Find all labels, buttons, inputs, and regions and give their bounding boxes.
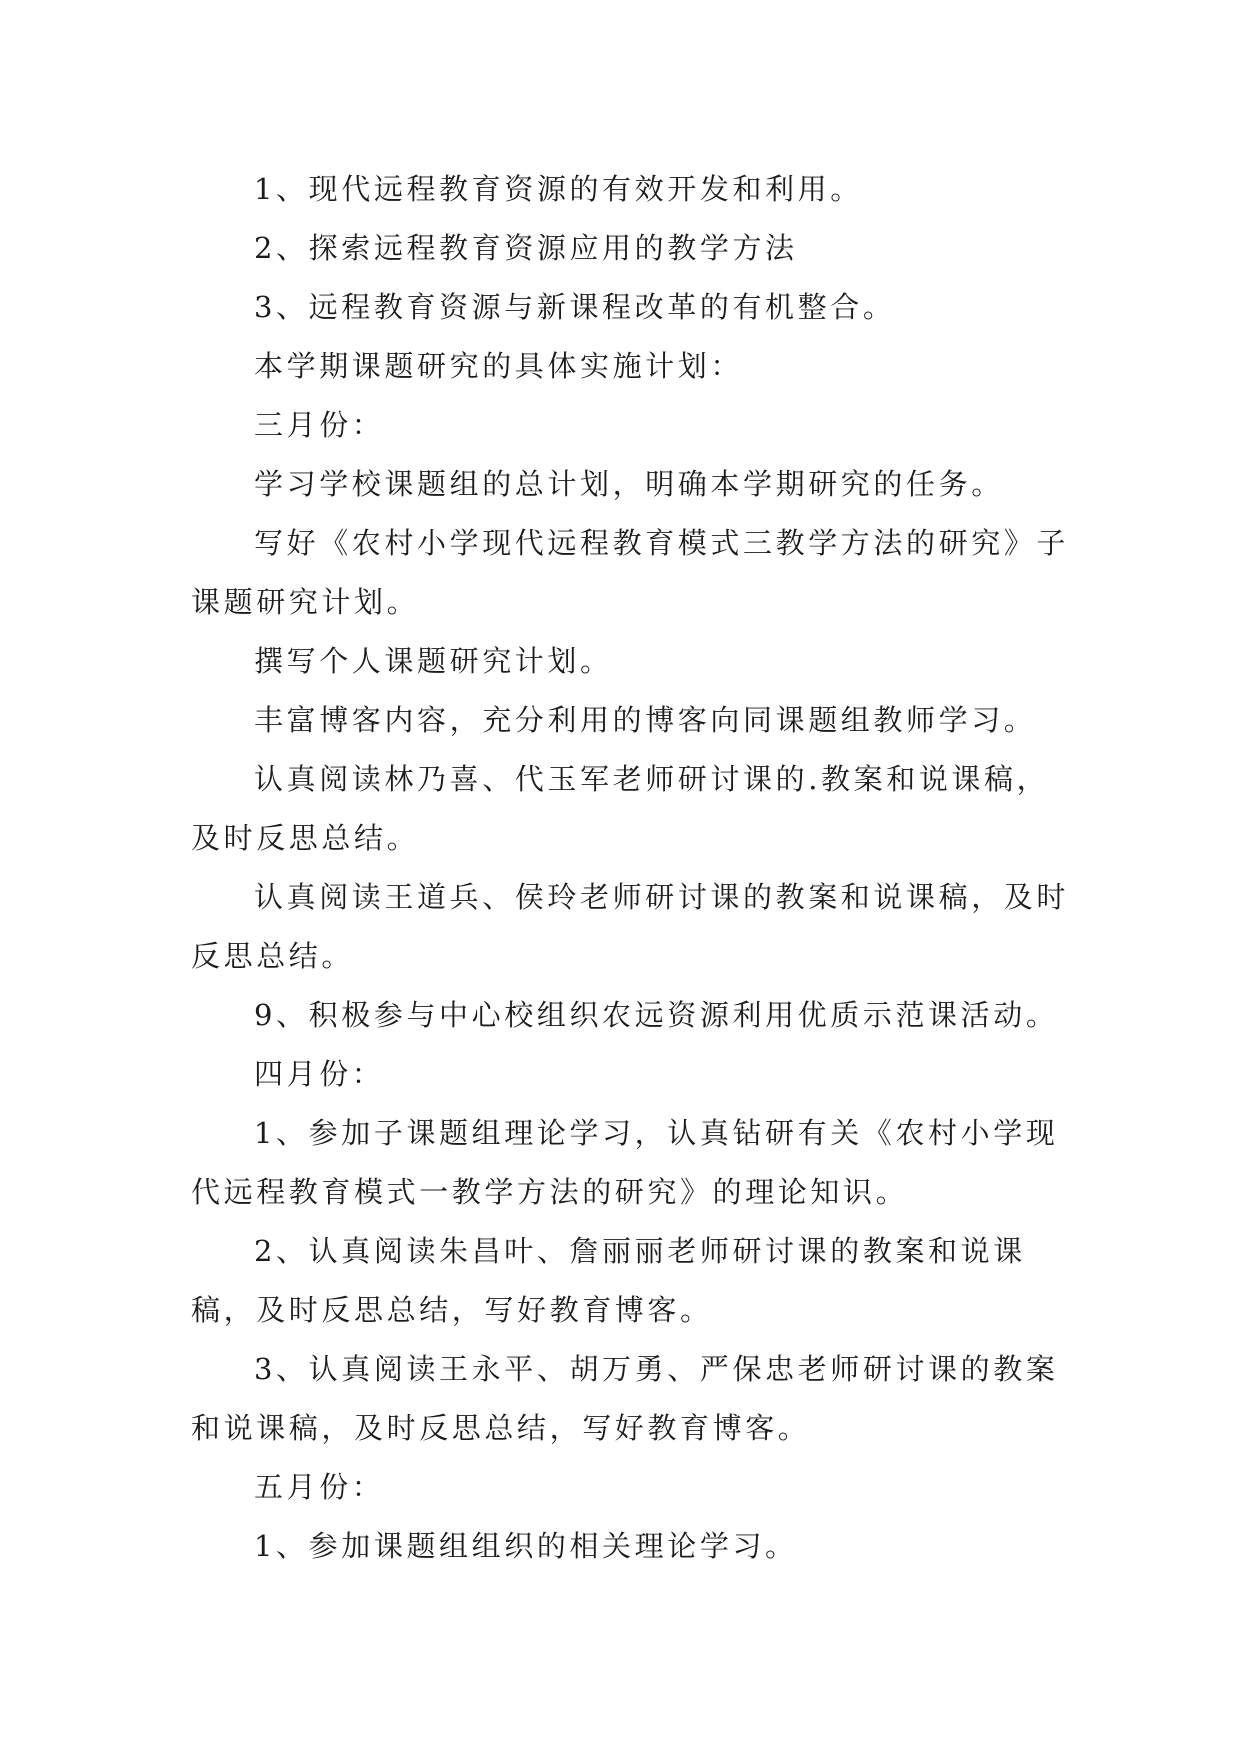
paragraph: 9、积极参与中心校组织农远资源利用优质示范课活动。 bbox=[254, 998, 1059, 1032]
paragraph: 1、参加子课题组理论学习，认真钻研有关《农村小学现代远程教育模式一教学方法的研究》的理论知识。 bbox=[191, 1116, 1059, 1209]
paragraph: 撰写个人课题研究计划。 bbox=[254, 644, 613, 678]
paragraph: 2、探索远程教育资源应用的教学方法 bbox=[254, 231, 798, 265]
paragraph: 丰富博客内容，充分利用的博客向同课题组教师学习。 bbox=[254, 703, 1037, 737]
paragraph: 写好《农村小学现代远程教育模式三教学方法的研究》子课题研究计划。 bbox=[191, 526, 1070, 619]
paragraph: 3、远程教育资源与新课程改革的有机整合。 bbox=[254, 290, 896, 324]
paragraph: 3、认真阅读王永平、胡万勇、严保忠老师研讨课的教案和说课稿，及时反思总结，写好教育博客。 bbox=[191, 1352, 1059, 1445]
paragraph: 2、认真阅读朱昌叶、詹丽丽老师研讨课的教案和说课稿，及时反思总结，写好教育博客。 bbox=[191, 1234, 1026, 1327]
paragraph: 认真阅读林乃喜、代玉军老师研讨课的.教案和说课稿，及时反思总结。 bbox=[191, 762, 1050, 855]
paragraph: 1、现代远程教育资源的有效开发和利用。 bbox=[254, 172, 863, 206]
paragraph: 本学期课题研究的具体实施计划： bbox=[254, 349, 744, 383]
document-body bbox=[191, 160, 1071, 1576]
section-heading-april: 四月份： bbox=[254, 1057, 385, 1091]
paragraph: 认真阅读王道兵、侯玲老师研讨课的教案和说课稿，及时反思总结。 bbox=[191, 880, 1070, 973]
section-heading-march: 三月份： bbox=[254, 408, 385, 442]
paragraph: 1、参加课题组组织的相关理论学习。 bbox=[254, 1529, 798, 1563]
paragraph: 学习学校课题组的总计划，明确本学期研究的任务。 bbox=[254, 467, 1004, 501]
section-heading-may: 五月份： bbox=[254, 1470, 385, 1504]
